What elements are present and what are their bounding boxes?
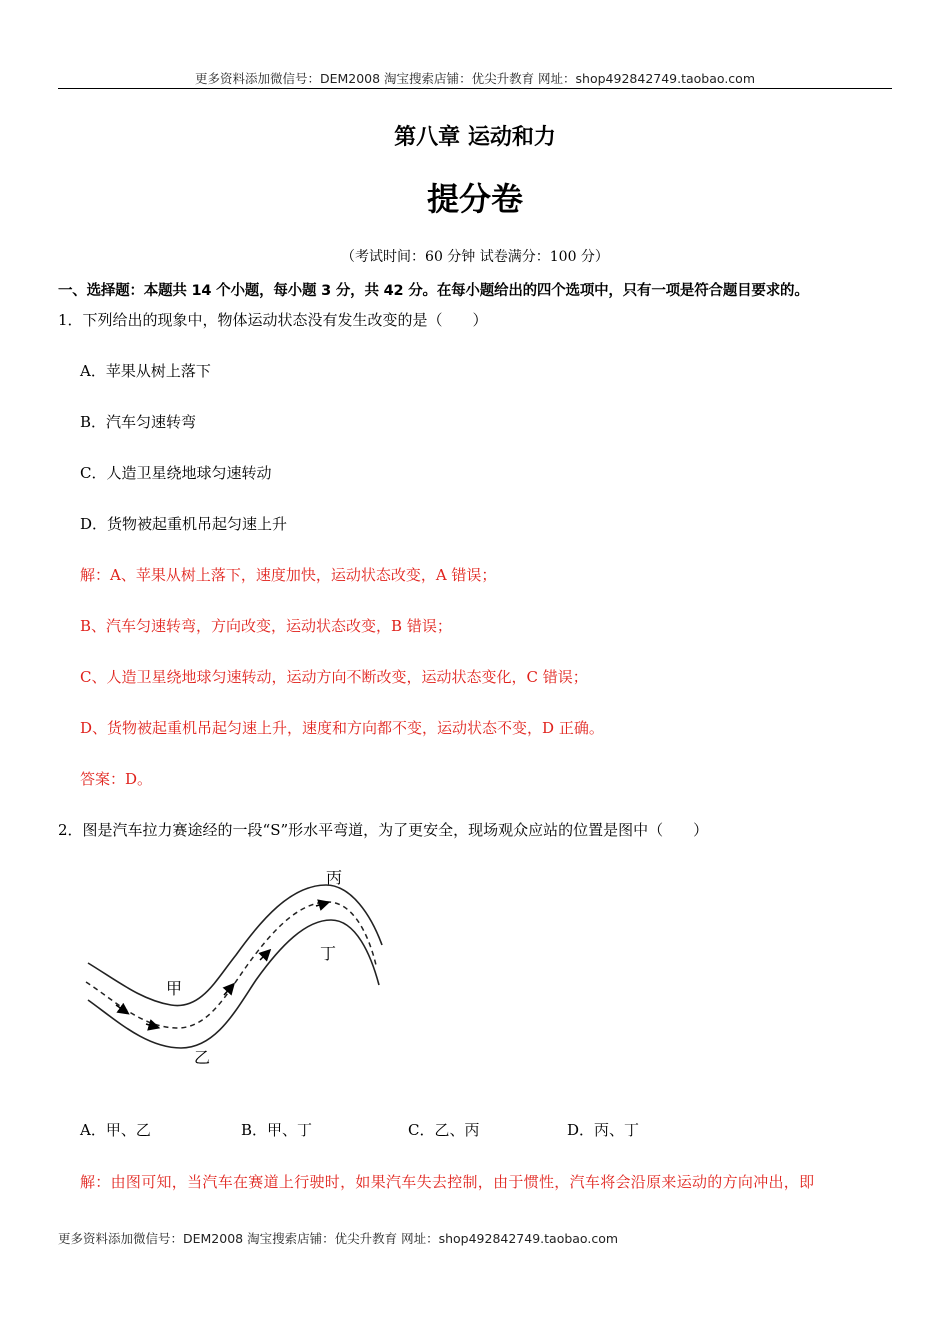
question-1-stem: 1．下列给出的现象中，物体运动状态没有发生改变的是（ ） (58, 311, 488, 329)
q1-solution-line-4: D、货物被起重机吊起匀速上升，速度和方向都不变，运动状态不变，D 正确。 (80, 719, 604, 737)
question-2-stem: 2．图是汽车拉力赛途经的一段“S”形水平弯道，为了更安全，现场观众应站的位置是图中（ ） (58, 821, 709, 839)
q1-answer: 答案：D。 (80, 770, 153, 788)
label-ding: 丁 (320, 944, 337, 963)
q2-option-b: B．甲、丁 (241, 1121, 313, 1139)
section-heading: 一、选择题：本题共 14 个小题，每小题 3 分，共 42 分。在每小题给出的四个选项中，只有一项是符合题目要求的。 (58, 283, 809, 299)
header-divider (58, 88, 892, 89)
q1-option-b: B．汽车匀速转弯 (80, 413, 197, 431)
q2-option-a: A．甲、乙 (80, 1121, 151, 1139)
track-center-dashed-path (86, 902, 376, 1028)
chapter-title: 第八章 运动和力 (394, 125, 556, 150)
header-promo: 更多资料添加微信号：DEM2008 淘宝搜索店铺：优尖升教育 网址：shop492842749.taobao.com (194, 71, 756, 86)
q1-solution-line-2: B、汽车匀速转弯，方向改变，运动状态改变，B 错误； (80, 617, 452, 635)
q1-option-c: C．人造卫星绕地球匀速转动 (80, 464, 272, 482)
q1-option-a: A．苹果从树上落下 (80, 362, 211, 380)
paper-title: 提分卷 (426, 180, 523, 218)
label-bing: 丙 (326, 868, 343, 887)
direction-arrow-2 (146, 1024, 156, 1027)
label-jia: 甲 (166, 979, 183, 998)
track-inner-edge (88, 920, 379, 1048)
exam-meta: （考试时间：60 分钟 试卷满分：100 分） (341, 249, 609, 265)
q1-solution-line-1: 解：A、苹果从树上落下，速度加快，运动状态改变，A 错误； (80, 566, 497, 584)
q2-solution-line-1: 解：由图可知，当汽车在赛道上行驶时，如果汽车失去控制，由于惯性，汽车将会沿原来运动的方向冲出，即 (80, 1173, 815, 1191)
footer-promo: 更多资料添加微信号：DEM2008 淘宝搜索店铺：优尖升教育 网址：shop492842749.taobao.com (58, 1231, 619, 1246)
direction-arrow-3 (224, 986, 232, 995)
direction-arrow-4 (260, 952, 268, 960)
q1-option-d: D．货物被起重机吊起匀速上升 (80, 515, 288, 533)
q2-option-d: D．丙、丁 (567, 1121, 640, 1139)
label-yi: 乙 (194, 1048, 211, 1067)
q1-solution-line-3: C、人造卫星绕地球匀速转动，运动方向不断改变，运动状态变化，C 错误； (80, 668, 588, 686)
q2-option-c: C．乙、丙 (408, 1121, 480, 1139)
s-curve-track-figure (76, 860, 396, 1070)
